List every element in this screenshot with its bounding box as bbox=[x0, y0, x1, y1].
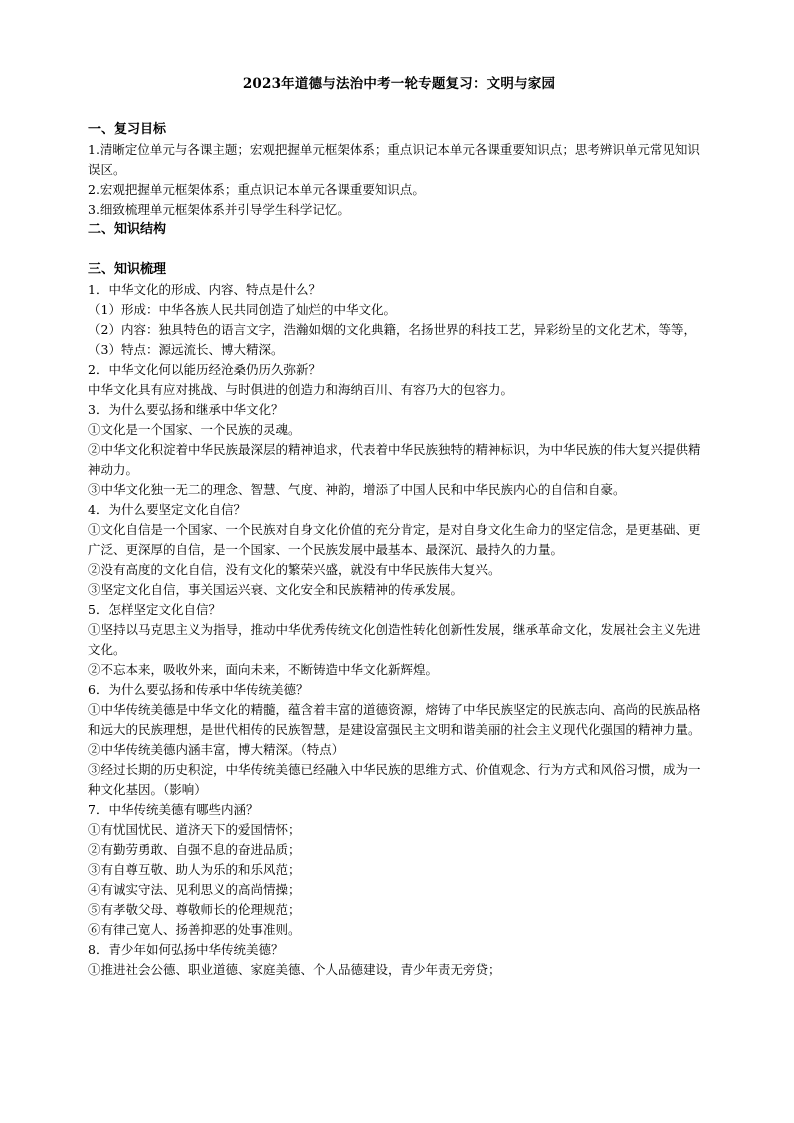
text-line: ②不忘本来，吸收外来，面向未来，不断铸造中华文化新辉煌。 bbox=[88, 662, 439, 677]
text-line: ①中华传统美德是中华文化的精髓，蕴含着丰富的道德资源，熔铸了中华民族坚定的民族志向、高尚的民族品格和远大的民族理想，是世代相传的民族智慧，是建设富强民主文明和谐美丽的社会主义现代化强国的精神力量。 bbox=[88, 702, 701, 737]
text-line: （2）内容：独具特色的语言文字，浩瀚如烟的文化典籍，名扬世界的科技工艺，异彩纷呈的文化艺术，等等， bbox=[88, 322, 696, 337]
question-line: 7．中华传统美德有哪些内涵？ bbox=[88, 802, 259, 817]
text-line: ②中华文化积淀着中华民族最深层的精神追求，代表着中华民族独特的精神标识，为中华民族的伟大复兴提供精神动力。 bbox=[88, 442, 701, 477]
text-line: （3）特点：源远流长、博大精深。 bbox=[88, 342, 284, 357]
question-line: 3．为什么要弘扬和继承中华文化？ bbox=[88, 402, 284, 417]
document-title: 2023年道德与法治中考一轮专题复习：文明与家园 bbox=[242, 76, 556, 92]
knowledge-structure-space bbox=[88, 240, 710, 260]
section-heading-review: 三、知识梳理 bbox=[88, 262, 167, 277]
text-line: ①坚持以马克思主义为指导，推动中华优秀传统文化创造性转化创新性发展，继承革命文化，发展社会主义先进文化。 bbox=[88, 622, 701, 657]
text-line: ①文化自信是一个国家、一个民族对自身文化价值的充分肯定，是对自身文化生命力的坚定信念，是更基础、更广泛、更深厚的自信，是一个国家、一个民族发展中最基本、最深沉、最持久的力量。 bbox=[88, 522, 701, 557]
text-line: （1）形成：中华各族人民共同创造了灿烂的中华文化。 bbox=[88, 302, 396, 317]
text-line: ③有自尊互敬、助人为乐的和乐风范； bbox=[88, 862, 301, 877]
document-page bbox=[88, 74, 710, 980]
question-line: 6．为什么要弘扬和传承中华传统美德？ bbox=[88, 682, 309, 697]
text-line: ①推进社会公德、职业道德、家庭美德、个人品德建设，青少年责无旁贷； bbox=[88, 962, 501, 977]
text-line: ②有勤劳勇敢、自强不息的奋进品质； bbox=[88, 842, 301, 857]
question-line: 1．中华文化的形成、内容、特点是什么？ bbox=[88, 282, 321, 297]
text-line: ②中华传统美德内涵丰富，博大精深。（特点） bbox=[88, 742, 345, 757]
text-line: ②没有高度的文化自信，没有文化的繁荣兴盛，就没有中华民族伟大复兴。 bbox=[88, 562, 501, 577]
section-heading-structure: 二、知识结构 bbox=[88, 222, 167, 237]
section-heading-goals: 一、复习目标 bbox=[88, 122, 167, 137]
text-line: 中华文化具有应对挑战、与时俱进的创造力和海纳百川、有容乃大的包容力。 bbox=[88, 382, 514, 397]
text-line: ⑥有律己宽人、扬善抑恶的处事准则。 bbox=[88, 922, 301, 937]
question-line: 2．中华文化何以能历经沧桑仍历久弥新？ bbox=[88, 362, 321, 377]
text-line: ⑤有孝敬父母、尊敬师长的伦理规范； bbox=[88, 902, 301, 917]
goal-item: 3.细致梳理单元框架体系并引导学生科学记忆。 bbox=[88, 202, 350, 217]
question-line: 5．怎样坚定文化自信？ bbox=[88, 602, 221, 617]
question-line: 4．为什么要坚定文化自信？ bbox=[88, 502, 246, 517]
goal-item: 1.清晰定位单元与各课主题；宏观把握单元框架体系；重点识记本单元各课重要知识点；思考辨识单元常见知识误区。 bbox=[88, 142, 700, 177]
text-line: ④有诚实守法、见利思义的高尚情操； bbox=[88, 882, 301, 897]
question-line: 8．青少年如何弘扬中华传统美德？ bbox=[88, 942, 284, 957]
text-line: ③中华文化独一无二的理念、智慧、气度、神韵，增添了中国人民和中华民族内心的自信和自豪。 bbox=[88, 482, 626, 497]
text-line: ③经过长期的历史积淀，中华传统美德已经融入中华民族的思维方式、价值观念、行为方式和风俗习惯，成为一种文化基因。（影响） bbox=[88, 762, 701, 797]
text-line: ①有忧国忧民、道济天下的爱国情怀； bbox=[88, 822, 301, 837]
text-line: ①文化是一个国家、一个民族的灵魂。 bbox=[88, 422, 301, 437]
goal-item: 2.宏观把握单元框架体系；重点识记本单元各课重要知识点。 bbox=[88, 182, 425, 197]
text-line: ③坚定文化自信，事关国运兴衰、文化安全和民族精神的传承发展。 bbox=[88, 582, 464, 597]
